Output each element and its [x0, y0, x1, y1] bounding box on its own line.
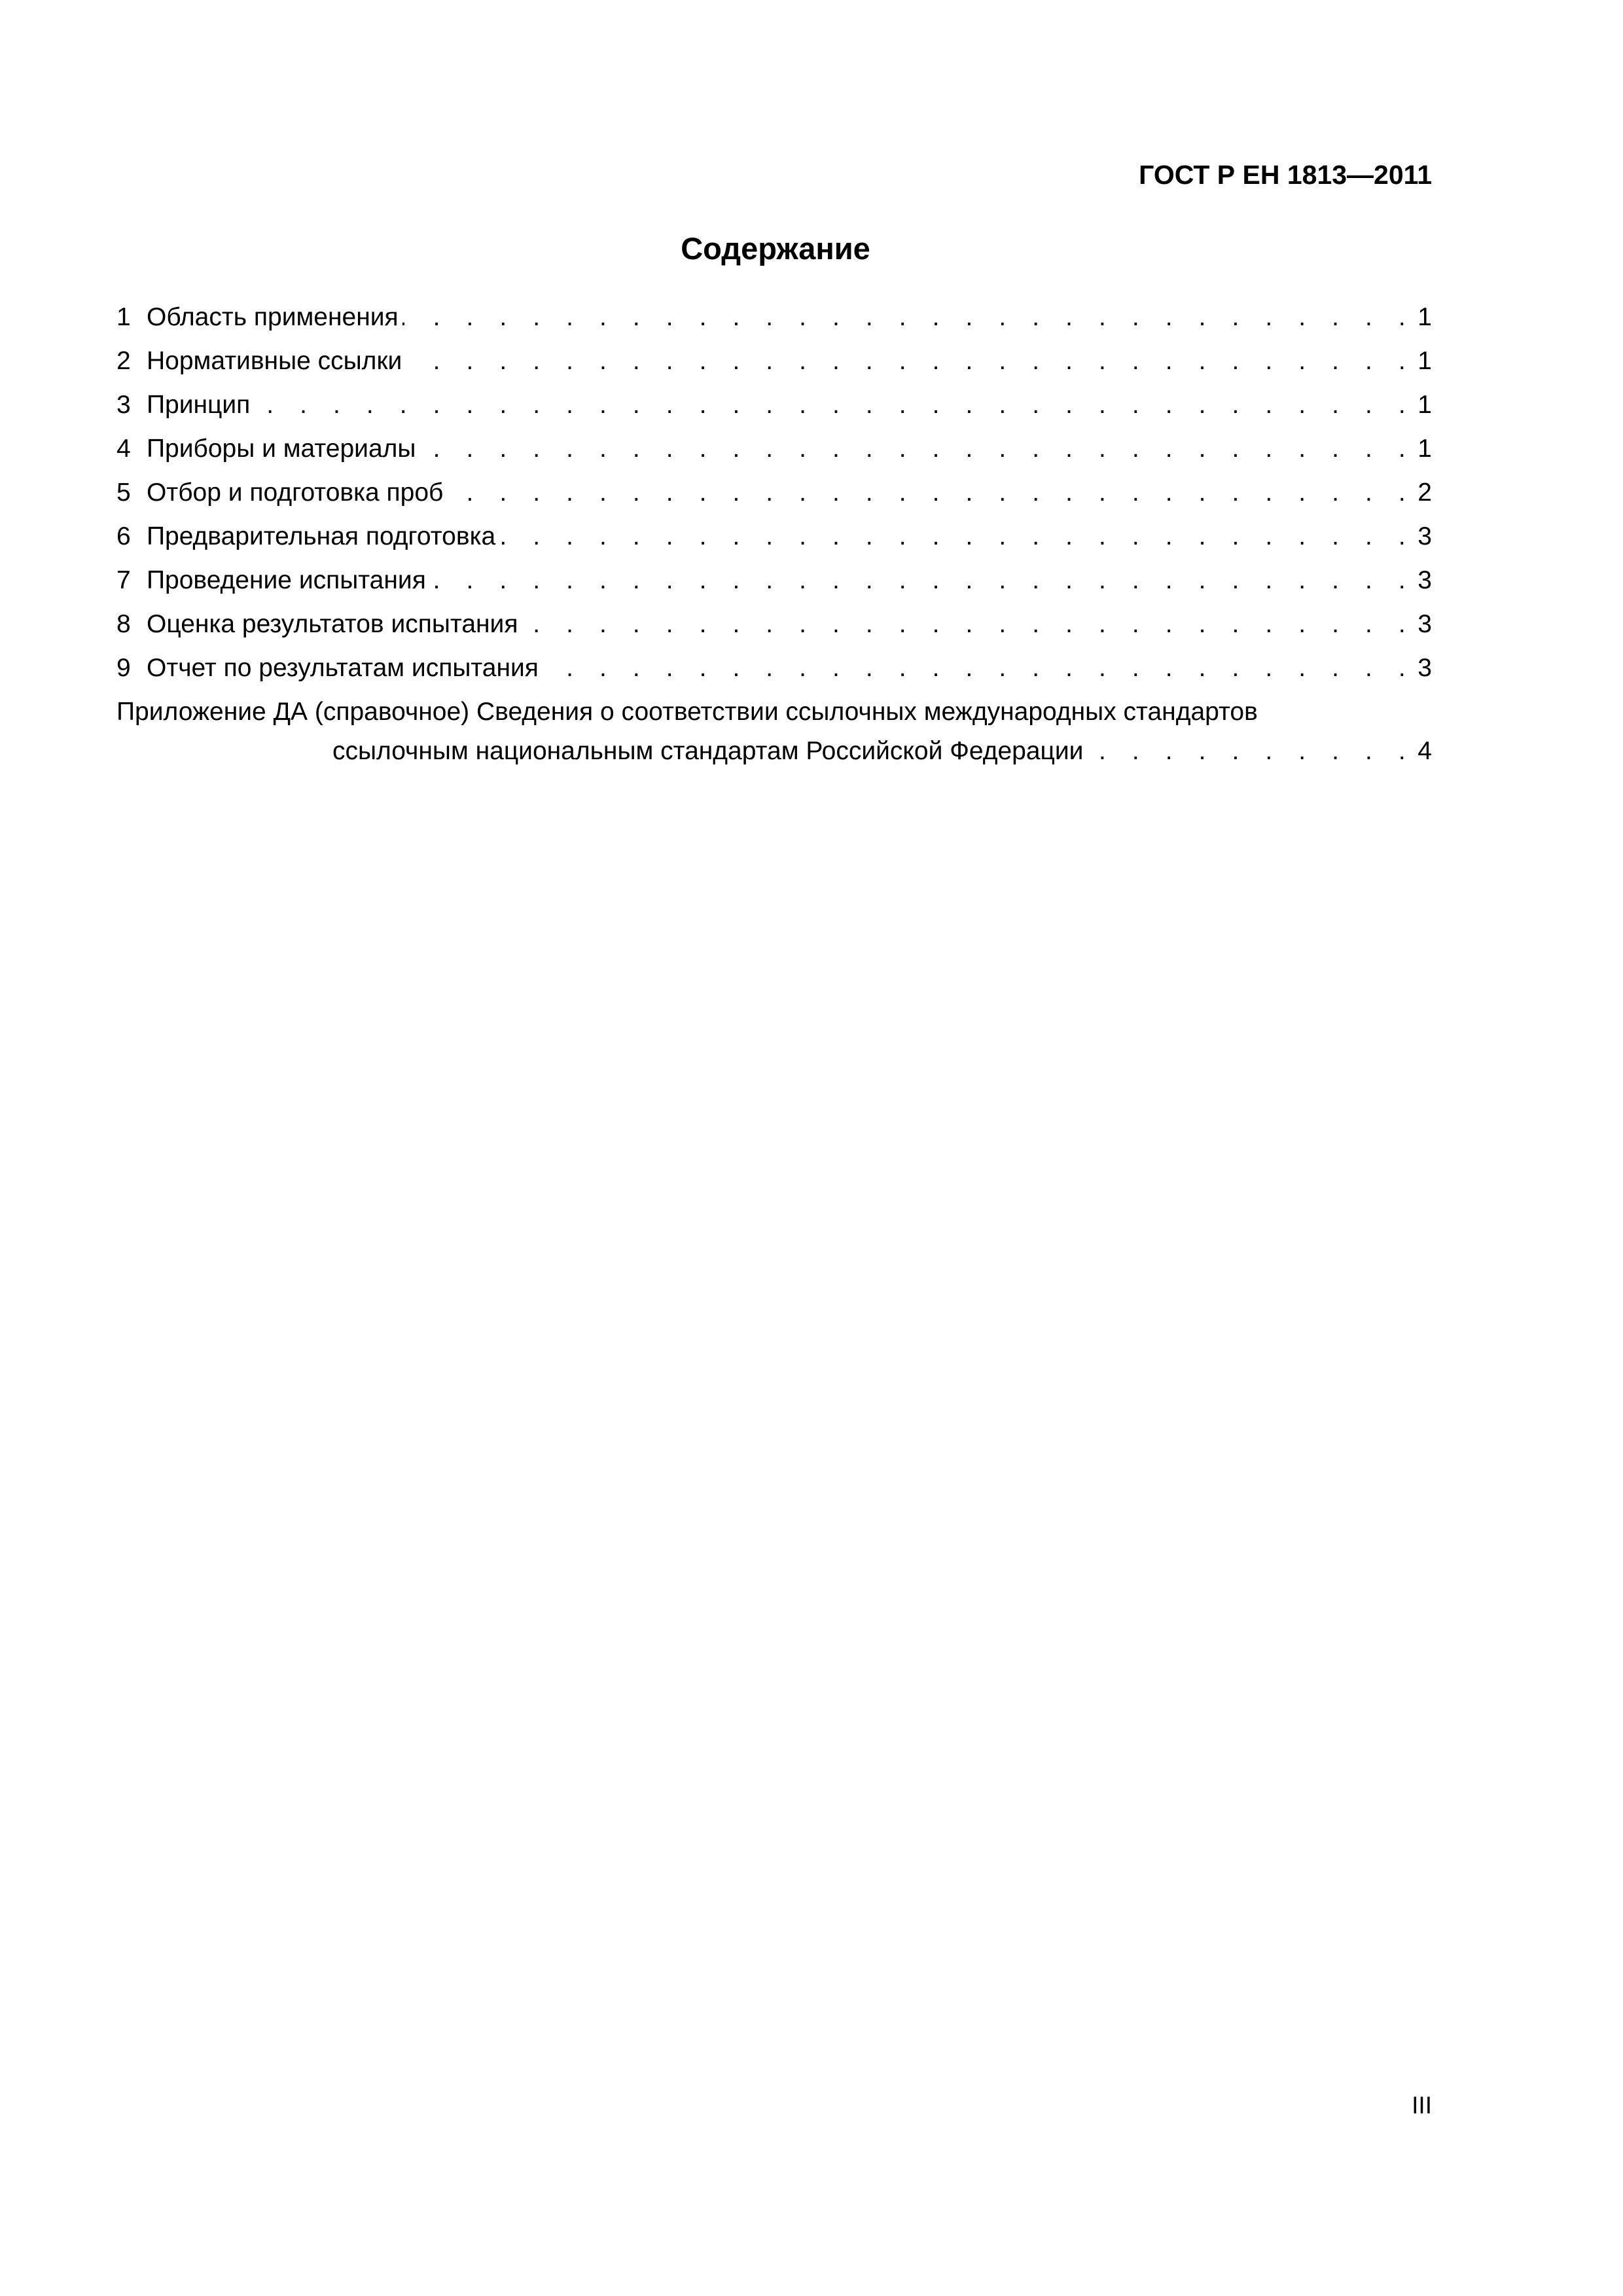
- toc-entry-3[interactable]: [116, 387, 1432, 431]
- toc-entry-page: 1: [1418, 391, 1432, 419]
- toc-entry-number: 4: [116, 435, 131, 463]
- table-of-contents: [116, 300, 1432, 773]
- toc-entry-label: Приборы и материалы: [147, 435, 416, 463]
- toc-entry-page: 4: [1418, 737, 1432, 765]
- appendix-title-line-2: ссылочным национальным стандартам Российской Федерации: [332, 737, 1084, 765]
- toc-entry-page: 3: [1418, 654, 1432, 682]
- page-number: III: [1412, 2092, 1432, 2119]
- toc-entry-5[interactable]: [116, 475, 1432, 519]
- toc-entry-label: Отчет по результатам испытания: [147, 654, 539, 682]
- appendix-title-line-1: Приложение ДА (справочное) Сведения о соответствии ссылочных международных стандартов: [116, 698, 1258, 726]
- toc-entry-page: 1: [1418, 303, 1432, 331]
- toc-entry-number: 6: [116, 522, 131, 550]
- dot-leader: [254, 387, 1415, 423]
- toc-entry-label: Отбор и подготовка проб: [147, 478, 444, 507]
- toc-entry-label: Область применения: [147, 303, 399, 331]
- toc-entry-number: 1: [116, 303, 131, 331]
- toc-entry-page: 2: [1418, 478, 1432, 507]
- dot-leader: [406, 344, 1415, 379]
- toc-entry-1[interactable]: [116, 300, 1432, 344]
- dot-leader: [543, 651, 1415, 686]
- dot-leader: [447, 475, 1415, 511]
- dot-leader: [522, 607, 1415, 642]
- toc-entry-page: 1: [1418, 347, 1432, 375]
- toc-entry-label: Нормативные ссылки: [147, 347, 402, 375]
- dot-leader: [499, 519, 1415, 554]
- dot-leader: [1087, 734, 1415, 769]
- toc-entry-2[interactable]: [116, 344, 1432, 387]
- toc-entry-7[interactable]: [116, 563, 1432, 607]
- toc-entry-label: Принцип: [147, 391, 251, 419]
- toc-entry-6[interactable]: [116, 519, 1432, 563]
- toc-entry-number: 5: [116, 478, 131, 507]
- toc-entry-label: Проведение испытания: [147, 566, 426, 594]
- toc-entry-label: Предварительная подготовка: [147, 522, 496, 550]
- dot-leader: [430, 563, 1415, 598]
- toc-entry-page: 3: [1418, 610, 1432, 638]
- toc-entry-page: 3: [1418, 522, 1432, 550]
- toc-entry-page: 3: [1418, 566, 1432, 594]
- toc-entry-page: 1: [1418, 435, 1432, 463]
- dot-leader: [419, 431, 1415, 467]
- toc-entry-number: 7: [116, 566, 131, 594]
- toc-entry-number: 2: [116, 347, 131, 375]
- toc-entry-8[interactable]: [116, 607, 1432, 651]
- toc-entry-appendix-da[interactable]: [116, 694, 1432, 773]
- toc-title: Содержание: [681, 231, 870, 266]
- appendix-title-line-2-row: [116, 734, 1432, 773]
- toc-entry-label: Оценка результатов испытания: [147, 610, 518, 638]
- toc-entry-number: 3: [116, 391, 131, 419]
- toc-entry-9[interactable]: [116, 651, 1432, 694]
- toc-entry-4[interactable]: [116, 431, 1432, 475]
- document-code: ГОСТ Р ЕН 1813—2011: [1139, 160, 1432, 190]
- toc-entry-number: 9: [116, 654, 131, 682]
- dot-leader: [402, 300, 1416, 335]
- toc-entry-number: 8: [116, 610, 131, 638]
